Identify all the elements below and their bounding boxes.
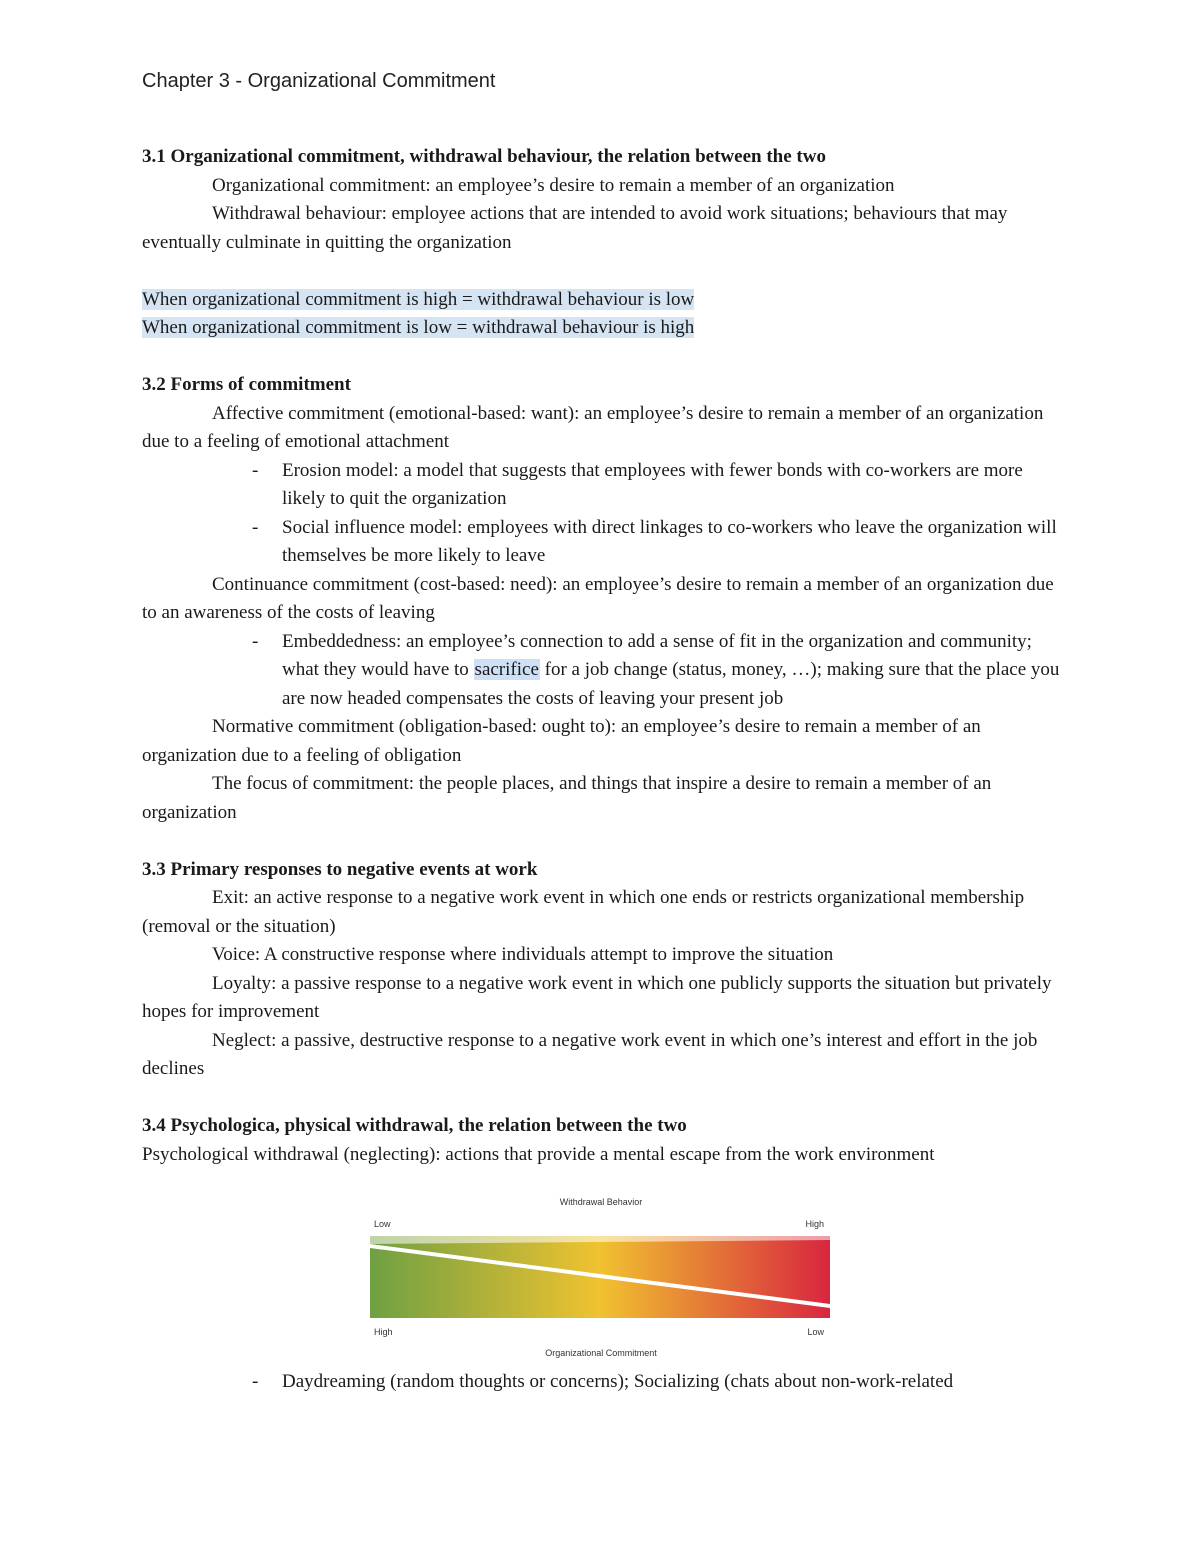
response-loyalty: Loyalty: a passive response to a negative work event in which one publicly supports the situation but privately hopes for improvement (142, 972, 1052, 1022)
withdrawal-commitment-diagram (364, 1196, 838, 1360)
section-3-2-heading: 3.2 Forms of commitment (142, 374, 351, 395)
embeddedness-text-end: for a job change (status, money, …); making sure that the place you are now headed compensates the costs of leaving your present job (282, 659, 1060, 709)
bullet-erosion-model: - Erosion model: a model that suggests that employees with fewer bonds with co-workers are more likely to quit the organization (252, 459, 1023, 509)
figure-title: Withdrawal Behavior (559, 1197, 643, 1207)
figure-bottom-low-label: Low (807, 1327, 824, 1337)
normative-commitment: Normative commitment (obligation-based: ought to): an employee’s desire to remain a member of an organization due to a feeling of obligation (142, 716, 981, 766)
figure-top-high-label: High (805, 1219, 824, 1229)
figure-bottom-high-label: High (374, 1327, 393, 1337)
definition-withdrawal-behaviour: Withdrawal behaviour: employee actions that are intended to avoid work situations; behaviours that may eventually culminate in quitting the organization (142, 203, 1008, 253)
response-neglect: Neglect: a passive, destructive response to a negative work event in which one’s interest and effort in the job declines (142, 1029, 1038, 1079)
affective-commitment: Affective commitment (emotional-based: want): an employee’s desire to remain a member of an organization due to a feeling of emotional attachment (142, 402, 1044, 452)
embeddedness-text-start: Embeddedness: an employee’s connection to add a sense of fit in the organization and community; what they would have to (282, 630, 1032, 680)
figure-top-low-label: Low (374, 1219, 391, 1229)
definition-organizational-commitment: Organizational commitment: an employee’s desire to remain a member of an organization (212, 174, 895, 196)
bullet-embeddedness: - Embeddedness: an employee’s connection to add a sense of fit in the organization and community; what they would have to sacrifice for a job change (status, money, …); making sure that the place you are now headed compensates the costs of leaving your present job (252, 630, 1060, 709)
response-exit: Exit: an active response to a negative work event in which one ends or restricts organizational membership (removal or the situation) (142, 887, 1025, 937)
bullet-social-influence-model: - Social influence model: employees with direct linkages to co-workers who leave the organization will themselves be more likely to leave (252, 516, 1057, 566)
withdrawal-commitment-figure (364, 1196, 838, 1360)
bullet-erosion-text: Erosion model: a model that suggests that employees with fewer bonds with co-workers are more likely to quit the organization (282, 459, 1023, 509)
document-body (142, 143, 1062, 1169)
bullet-social-text: Social influence model: employees with direct linkages to co-workers who leave the organization will themselves be more likely to leave (282, 516, 1057, 566)
highlighted-relation-high: When organizational commitment is high = withdrawal behaviour is low (142, 288, 695, 310)
figure-axis-label: Organizational Commitment (545, 1348, 657, 1358)
section-3-1-heading: 3.1 Organizational commitment, withdrawal behaviour, the relation between the two (142, 146, 826, 167)
highlighted-relation-low: When organizational commitment is low = withdrawal behaviour is high (142, 317, 695, 338)
bullet-daydreaming-text: Daydreaming (random thoughts or concerns); Socializing (chats about non-work-related (282, 1371, 954, 1392)
section-3-4-heading: 3.4 Psychologica, physical withdrawal, the relation between the two (142, 1115, 687, 1136)
continuance-commitment: Continuance commitment (cost-based: need): an employee’s desire to remain a member of an organization due to an awareness of the costs of leaving (142, 573, 1054, 623)
page-header: Chapter 3 - Organizational Commitment (142, 70, 496, 92)
response-voice: Voice: A constructive response where individuals attempt to improve the situation (212, 944, 834, 965)
section-3-3-heading: 3.3 Primary responses to negative events at work (142, 858, 538, 880)
highlighted-word-sacrifice: sacrifice (474, 659, 539, 680)
psychological-withdrawal: Psychological withdrawal (neglecting): actions that provide a mental escape from the work environment (142, 1143, 935, 1165)
bullet-daydreaming: - Daydreaming (random thoughts or concerns); Socializing (chats about non-work-related (252, 1371, 954, 1392)
focus-of-commitment: The focus of commitment: the people places, and things that inspire a desire to remain a member of an organization (142, 773, 992, 823)
